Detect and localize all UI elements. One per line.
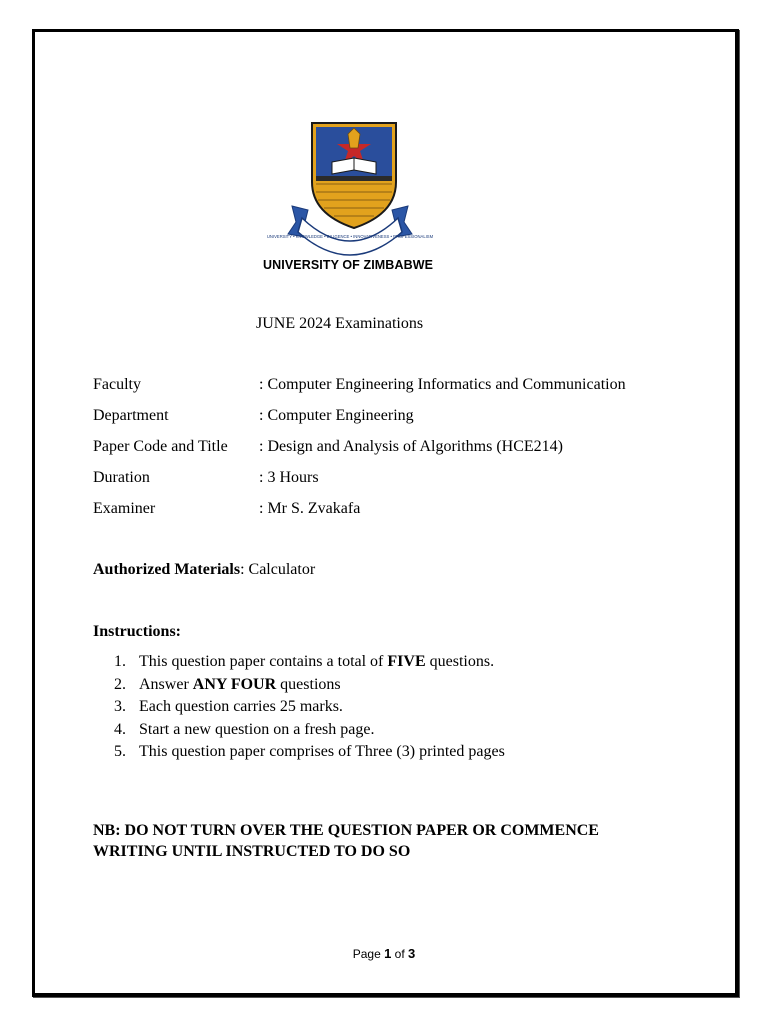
university-crest — [258, 114, 442, 274]
footer-page-word: Page — [352, 947, 381, 961]
exam-title: JUNE 2024 Examinations — [256, 315, 424, 332]
detail-value: : Computer Engineering Informatics and Communication — [259, 376, 626, 393]
item-text: Start a new question on a fresh page. — [139, 720, 375, 738]
item-text: This question paper comprises of Three (3) printed pages — [139, 743, 505, 760]
detail-label: Examiner — [93, 500, 156, 517]
nb-line-1: NB: DO NOT TURN OVER THE QUESTION PAPER OR COMMENCE — [93, 822, 599, 839]
footer-of-word: of — [394, 947, 405, 961]
item-text-post: questions. — [425, 653, 495, 670]
page-footer — [0, 946, 768, 961]
item-text-post: questions — [276, 675, 341, 693]
footer-total-pages: 3 — [408, 946, 416, 961]
detail-value: : Design and Analysis of Algorithms (HCE214) — [259, 438, 563, 455]
nb-warning — [93, 820, 693, 862]
university-name: UNIVERSITY OF ZIMBABWE — [263, 258, 434, 272]
detail-value: : Mr S. Zvakafa — [259, 500, 361, 517]
detail-value: : Computer Engineering — [259, 407, 414, 424]
footer-current-page: 1 — [384, 946, 392, 961]
item-number: 3. — [114, 698, 126, 715]
item-text-bold: ANY FOUR — [192, 675, 277, 693]
authorized-materials — [93, 561, 315, 579]
item-text-pre: Answer — [139, 675, 193, 693]
item-text: Each question carries 25 marks. — [139, 698, 343, 715]
item-text — [139, 653, 494, 671]
detail-label: Department — [93, 407, 169, 424]
instructions-heading: Instructions: — [93, 623, 182, 640]
authorized-value: : Calculator — [240, 561, 316, 578]
item-number: 1. — [114, 653, 126, 670]
item-number: 5. — [114, 743, 126, 760]
authorized-label: Authorized Materials — [93, 561, 241, 578]
detail-label: Duration — [93, 469, 150, 486]
item-number: 4. — [114, 720, 126, 738]
detail-label: Paper Code and Title — [93, 438, 228, 455]
motto-text: UNIVERSITY • KNOWLEDGE • DILIGENCE • INNOVATIVENESS • PROFESSIONALISM — [266, 234, 434, 239]
item-text — [139, 676, 341, 694]
nb-line-2: WRITING UNTIL INSTRUCTED TO DO SO — [93, 843, 411, 860]
item-number: 2. — [114, 675, 126, 693]
item-text-bold: FIVE — [387, 653, 426, 670]
item-text-pre: This question paper contains a total of — [139, 653, 388, 670]
detail-label: Faculty — [93, 376, 141, 393]
detail-value: : 3 Hours — [259, 469, 319, 486]
